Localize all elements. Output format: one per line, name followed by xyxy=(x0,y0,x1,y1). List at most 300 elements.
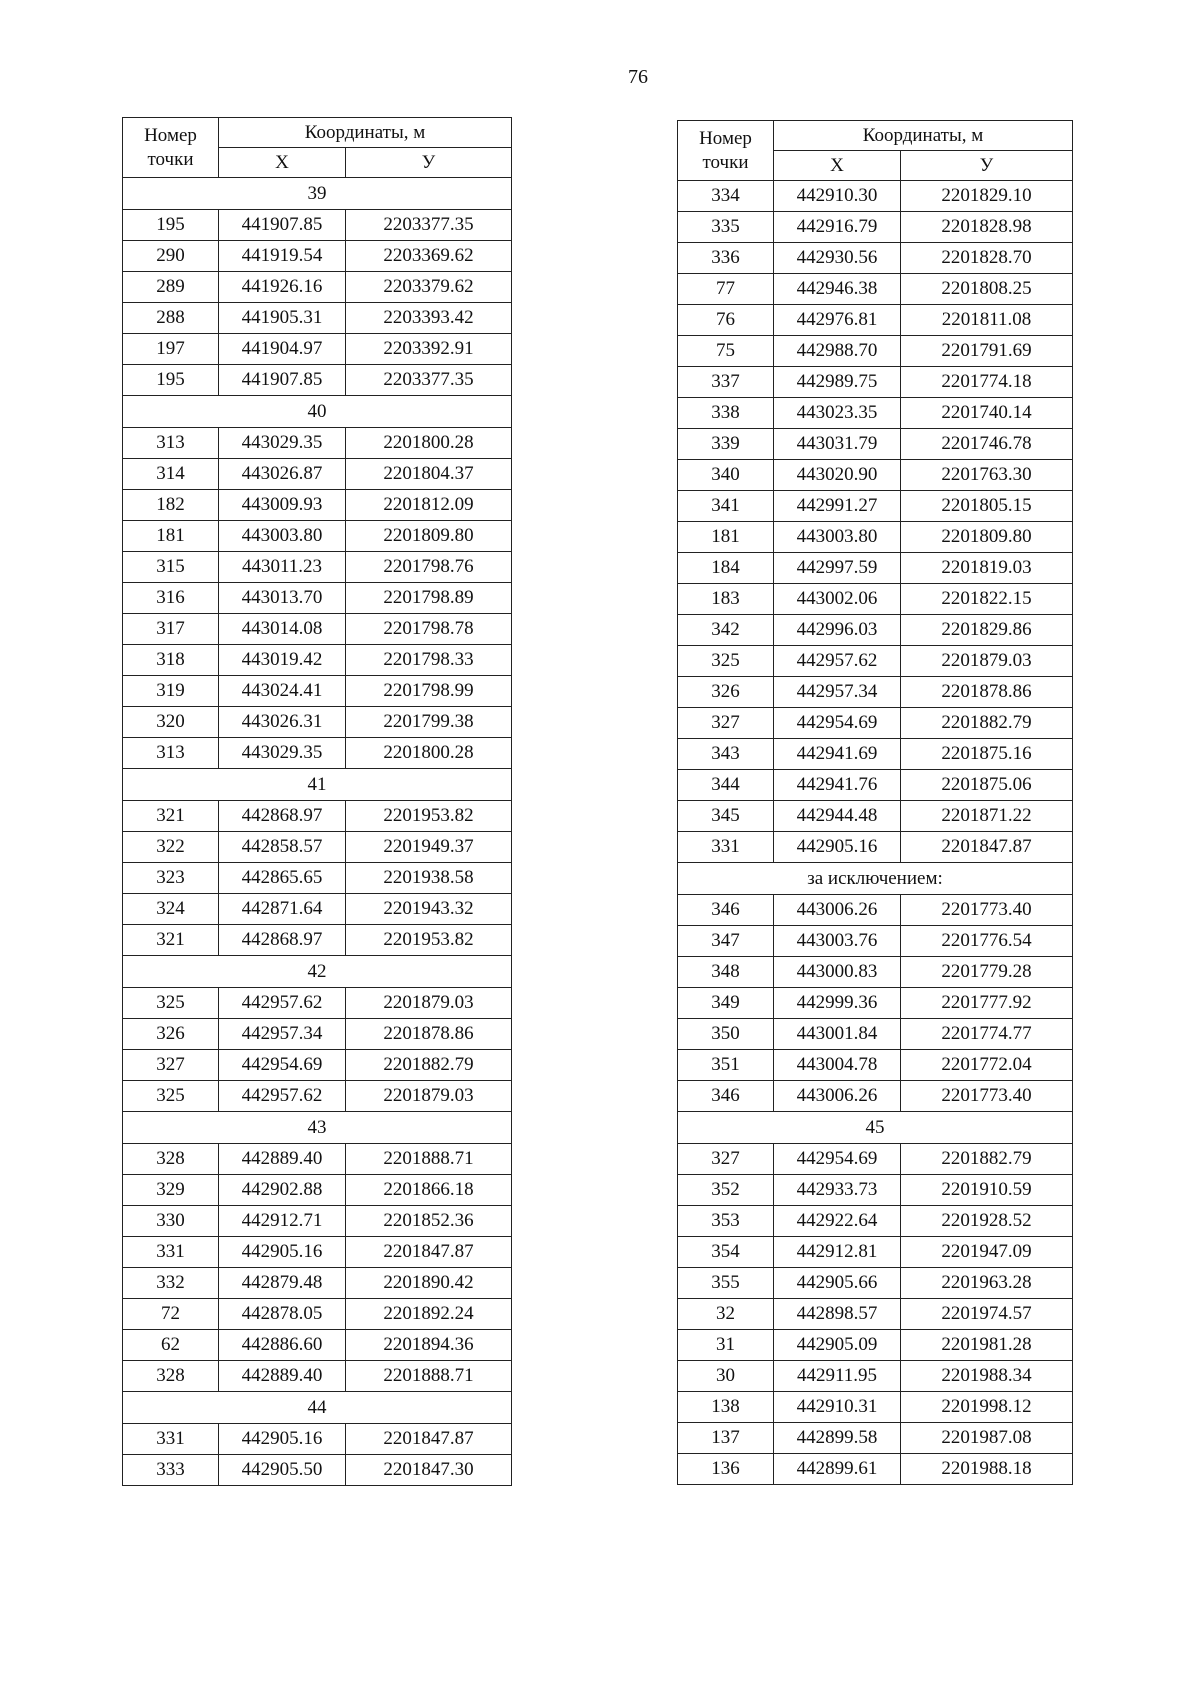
x-coordinate-cell: 443026.31 xyxy=(219,707,346,738)
point-number-cell: 324 xyxy=(123,894,219,925)
table-row xyxy=(123,676,512,707)
table-row xyxy=(678,1206,1073,1237)
point-number-cell: 316 xyxy=(123,583,219,614)
table-row xyxy=(678,274,1073,305)
x-coordinate-cell: 441904.97 xyxy=(219,334,346,365)
x-coordinate-cell: 443002.06 xyxy=(774,584,901,615)
y-coordinate-cell: 2201879.03 xyxy=(346,1081,512,1112)
table-row xyxy=(678,1175,1073,1206)
y-coordinate-cell: 2201871.22 xyxy=(901,801,1073,832)
point-number-cell: 137 xyxy=(678,1423,774,1454)
y-coordinate-cell: 2201890.42 xyxy=(346,1268,512,1299)
table-row xyxy=(678,1392,1073,1423)
x-coordinate-cell: 443029.35 xyxy=(219,738,346,769)
table-row xyxy=(678,1268,1073,1299)
section-label: 45 xyxy=(678,1112,1073,1144)
point-number-cell: 76 xyxy=(678,305,774,336)
table-row xyxy=(123,1237,512,1268)
x-coordinate-cell: 441919.54 xyxy=(219,241,346,272)
x-coordinate-cell: 442957.34 xyxy=(774,677,901,708)
y-coordinate-cell: 2201791.69 xyxy=(901,336,1073,367)
y-coordinate-cell: 2201879.03 xyxy=(901,646,1073,677)
x-coordinate-cell: 441905.31 xyxy=(219,303,346,334)
x-coordinate-cell: 443013.70 xyxy=(219,583,346,614)
point-number-cell: 327 xyxy=(123,1050,219,1081)
x-coordinate-cell: 442871.64 xyxy=(219,894,346,925)
table-row xyxy=(678,1299,1073,1330)
y-coordinate-cell: 2201798.33 xyxy=(346,645,512,676)
x-coordinate-cell: 442879.48 xyxy=(219,1268,346,1299)
y-coordinate-cell: 2201799.38 xyxy=(346,707,512,738)
point-number-cell: 318 xyxy=(123,645,219,676)
table-row xyxy=(123,1081,512,1112)
table-row xyxy=(123,583,512,614)
point-number-cell: 77 xyxy=(678,274,774,305)
x-coordinate-cell: 442905.50 xyxy=(219,1455,346,1486)
table-row xyxy=(123,334,512,365)
table-row xyxy=(123,521,512,552)
x-coordinate-cell: 443003.80 xyxy=(219,521,346,552)
y-coordinate-cell: 2201847.87 xyxy=(346,1424,512,1455)
table-row xyxy=(678,1423,1073,1454)
x-coordinate-cell: 442944.48 xyxy=(774,801,901,832)
y-coordinate-cell: 2201882.79 xyxy=(901,708,1073,739)
x-coordinate-cell: 443026.87 xyxy=(219,459,346,490)
y-coordinate-cell: 2201878.86 xyxy=(901,677,1073,708)
y-coordinate-cell: 2201938.58 xyxy=(346,863,512,894)
table-row xyxy=(123,210,512,241)
table-row xyxy=(678,1019,1073,1050)
point-number-cell: 333 xyxy=(123,1455,219,1486)
point-number-cell: 334 xyxy=(678,181,774,212)
y-coordinate-cell: 2201804.37 xyxy=(346,459,512,490)
y-coordinate-cell: 2203392.91 xyxy=(346,334,512,365)
x-coordinate-cell: 443003.76 xyxy=(774,926,901,957)
x-coordinate-cell: 442905.09 xyxy=(774,1330,901,1361)
x-coordinate-cell: 442899.61 xyxy=(774,1454,901,1485)
header-point-number: Номер точки xyxy=(678,121,774,181)
x-coordinate-cell: 442954.69 xyxy=(219,1050,346,1081)
table-row xyxy=(123,1019,512,1050)
point-number-cell: 352 xyxy=(678,1175,774,1206)
point-number-cell: 325 xyxy=(123,988,219,1019)
x-coordinate-cell: 443019.42 xyxy=(219,645,346,676)
point-number-cell: 182 xyxy=(123,490,219,521)
point-number-cell: 344 xyxy=(678,770,774,801)
x-coordinate-cell: 442957.62 xyxy=(219,988,346,1019)
y-coordinate-cell: 2201763.30 xyxy=(901,460,1073,491)
table-row xyxy=(123,1206,512,1237)
header-x: Х xyxy=(774,151,901,181)
x-coordinate-cell: 441926.16 xyxy=(219,272,346,303)
x-coordinate-cell: 442954.69 xyxy=(774,1144,901,1175)
y-coordinate-cell: 2201809.80 xyxy=(901,522,1073,553)
y-coordinate-cell: 2201943.32 xyxy=(346,894,512,925)
table-row xyxy=(678,1237,1073,1268)
x-coordinate-cell: 442957.34 xyxy=(219,1019,346,1050)
table-row xyxy=(678,181,1073,212)
y-coordinate-cell: 2201800.28 xyxy=(346,738,512,769)
point-number-cell: 319 xyxy=(123,676,219,707)
table-row xyxy=(123,1330,512,1361)
y-coordinate-cell: 2201878.86 xyxy=(346,1019,512,1050)
x-coordinate-cell: 442902.88 xyxy=(219,1175,346,1206)
page-number: 76 xyxy=(628,66,648,88)
point-number-cell: 195 xyxy=(123,365,219,396)
x-coordinate-cell: 443004.78 xyxy=(774,1050,901,1081)
table-row xyxy=(123,801,512,832)
x-coordinate-cell: 441907.85 xyxy=(219,365,346,396)
x-coordinate-cell: 442889.40 xyxy=(219,1361,346,1392)
point-number-cell: 138 xyxy=(678,1392,774,1423)
section-label: 42 xyxy=(123,956,512,988)
header-y: У xyxy=(901,151,1073,181)
point-number-cell: 348 xyxy=(678,957,774,988)
table-row xyxy=(123,241,512,272)
table-row xyxy=(123,1361,512,1392)
table-row xyxy=(123,988,512,1019)
point-number-cell: 337 xyxy=(678,367,774,398)
table-row xyxy=(123,552,512,583)
x-coordinate-cell: 442916.79 xyxy=(774,212,901,243)
table-row xyxy=(123,707,512,738)
table-row xyxy=(123,1268,512,1299)
point-number-cell: 335 xyxy=(678,212,774,243)
table-row xyxy=(678,801,1073,832)
table-row xyxy=(678,212,1073,243)
point-number-cell: 181 xyxy=(678,522,774,553)
x-coordinate-cell: 443011.23 xyxy=(219,552,346,583)
x-coordinate-cell: 442912.71 xyxy=(219,1206,346,1237)
point-number-cell: 323 xyxy=(123,863,219,894)
y-coordinate-cell: 2201947.09 xyxy=(901,1237,1073,1268)
y-coordinate-cell: 2201746.78 xyxy=(901,429,1073,460)
table-row xyxy=(123,1175,512,1206)
y-coordinate-cell: 2201882.79 xyxy=(901,1144,1073,1175)
point-number-cell: 332 xyxy=(123,1268,219,1299)
point-number-cell: 325 xyxy=(678,646,774,677)
point-number-cell: 350 xyxy=(678,1019,774,1050)
table-row xyxy=(123,365,512,396)
x-coordinate-cell: 443000.83 xyxy=(774,957,901,988)
y-coordinate-cell: 2203377.35 xyxy=(346,365,512,396)
x-coordinate-cell: 442889.40 xyxy=(219,1144,346,1175)
section-label: 39 xyxy=(123,178,512,210)
y-coordinate-cell: 2201953.82 xyxy=(346,925,512,956)
table-row xyxy=(678,429,1073,460)
point-number-cell: 327 xyxy=(678,708,774,739)
point-number-cell: 339 xyxy=(678,429,774,460)
point-number-cell: 313 xyxy=(123,428,219,459)
section-row xyxy=(123,769,512,801)
point-number-cell: 325 xyxy=(123,1081,219,1112)
x-coordinate-cell: 442941.69 xyxy=(774,739,901,770)
coordinates-table-left xyxy=(122,117,512,1486)
y-coordinate-cell: 2201987.08 xyxy=(901,1423,1073,1454)
table-row xyxy=(123,832,512,863)
table-row xyxy=(678,615,1073,646)
y-coordinate-cell: 2201866.18 xyxy=(346,1175,512,1206)
point-number-cell: 342 xyxy=(678,615,774,646)
x-coordinate-cell: 442991.27 xyxy=(774,491,901,522)
y-coordinate-cell: 2201798.99 xyxy=(346,676,512,707)
y-coordinate-cell: 2201776.54 xyxy=(901,926,1073,957)
x-coordinate-cell: 443006.26 xyxy=(774,1081,901,1112)
x-coordinate-cell: 443009.93 xyxy=(219,490,346,521)
table-row xyxy=(123,272,512,303)
point-number-cell: 338 xyxy=(678,398,774,429)
x-coordinate-cell: 442898.57 xyxy=(774,1299,901,1330)
table-row xyxy=(678,336,1073,367)
table-row xyxy=(678,1050,1073,1081)
x-coordinate-cell: 442988.70 xyxy=(774,336,901,367)
section-row xyxy=(123,178,512,210)
x-coordinate-cell: 442910.31 xyxy=(774,1392,901,1423)
table-row xyxy=(678,1361,1073,1392)
y-coordinate-cell: 2203377.35 xyxy=(346,210,512,241)
y-coordinate-cell: 2201888.71 xyxy=(346,1144,512,1175)
y-coordinate-cell: 2201963.28 xyxy=(901,1268,1073,1299)
table-row xyxy=(678,1144,1073,1175)
point-number-cell: 343 xyxy=(678,739,774,770)
y-coordinate-cell: 2201812.09 xyxy=(346,490,512,521)
point-number-cell: 346 xyxy=(678,1081,774,1112)
point-number-cell: 322 xyxy=(123,832,219,863)
point-number-cell: 30 xyxy=(678,1361,774,1392)
point-number-cell: 341 xyxy=(678,491,774,522)
point-number-cell: 184 xyxy=(678,553,774,584)
table-row xyxy=(678,677,1073,708)
point-number-cell: 62 xyxy=(123,1330,219,1361)
table-row xyxy=(123,1455,512,1486)
x-coordinate-cell: 442996.03 xyxy=(774,615,901,646)
y-coordinate-cell: 2201879.03 xyxy=(346,988,512,1019)
point-number-cell: 347 xyxy=(678,926,774,957)
table-row xyxy=(678,1081,1073,1112)
point-number-cell: 197 xyxy=(123,334,219,365)
x-coordinate-cell: 442910.30 xyxy=(774,181,901,212)
point-number-cell: 346 xyxy=(678,895,774,926)
x-coordinate-cell: 442933.73 xyxy=(774,1175,901,1206)
table-row xyxy=(123,863,512,894)
y-coordinate-cell: 2201988.34 xyxy=(901,1361,1073,1392)
table-row xyxy=(123,1424,512,1455)
x-coordinate-cell: 442868.97 xyxy=(219,925,346,956)
y-coordinate-cell: 2201828.98 xyxy=(901,212,1073,243)
y-coordinate-cell: 2201798.89 xyxy=(346,583,512,614)
x-coordinate-cell: 442976.81 xyxy=(774,305,901,336)
y-coordinate-cell: 2201828.70 xyxy=(901,243,1073,274)
y-coordinate-cell: 2201822.15 xyxy=(901,584,1073,615)
point-number-cell: 327 xyxy=(678,1144,774,1175)
x-coordinate-cell: 442912.81 xyxy=(774,1237,901,1268)
y-coordinate-cell: 2201773.40 xyxy=(901,895,1073,926)
point-number-cell: 328 xyxy=(123,1144,219,1175)
y-coordinate-cell: 2203369.62 xyxy=(346,241,512,272)
y-coordinate-cell: 2201774.18 xyxy=(901,367,1073,398)
point-number-cell: 328 xyxy=(123,1361,219,1392)
x-coordinate-cell: 442946.38 xyxy=(774,274,901,305)
x-coordinate-cell: 442905.16 xyxy=(219,1424,346,1455)
table-row xyxy=(678,584,1073,615)
y-coordinate-cell: 2201875.16 xyxy=(901,739,1073,770)
table-row xyxy=(123,614,512,645)
point-number-cell: 326 xyxy=(678,677,774,708)
section-row xyxy=(678,1112,1073,1144)
x-coordinate-cell: 443031.79 xyxy=(774,429,901,460)
x-coordinate-cell: 442999.36 xyxy=(774,988,901,1019)
x-coordinate-cell: 442997.59 xyxy=(774,553,901,584)
point-number-cell: 326 xyxy=(123,1019,219,1050)
y-coordinate-cell: 2203379.62 xyxy=(346,272,512,303)
table-row xyxy=(123,459,512,490)
x-coordinate-cell: 442899.58 xyxy=(774,1423,901,1454)
table-row xyxy=(678,988,1073,1019)
table-row xyxy=(123,925,512,956)
point-number-cell: 321 xyxy=(123,925,219,956)
section-row xyxy=(123,1112,512,1144)
y-coordinate-cell: 2201894.36 xyxy=(346,1330,512,1361)
table-row xyxy=(678,522,1073,553)
table-row xyxy=(678,1454,1073,1485)
section-label: 44 xyxy=(123,1392,512,1424)
point-number-cell: 331 xyxy=(123,1424,219,1455)
point-number-cell: 313 xyxy=(123,738,219,769)
x-coordinate-cell: 443003.80 xyxy=(774,522,901,553)
y-coordinate-cell: 2201847.87 xyxy=(346,1237,512,1268)
y-coordinate-cell: 2201928.52 xyxy=(901,1206,1073,1237)
section-row xyxy=(123,1392,512,1424)
y-coordinate-cell: 2201847.87 xyxy=(901,832,1073,863)
table-row xyxy=(678,460,1073,491)
x-coordinate-cell: 442941.76 xyxy=(774,770,901,801)
x-coordinate-cell: 442989.75 xyxy=(774,367,901,398)
table-body xyxy=(678,181,1073,1485)
point-number-cell: 340 xyxy=(678,460,774,491)
y-coordinate-cell: 2201974.57 xyxy=(901,1299,1073,1330)
y-coordinate-cell: 2201819.03 xyxy=(901,553,1073,584)
point-number-cell: 72 xyxy=(123,1299,219,1330)
point-number-cell: 315 xyxy=(123,552,219,583)
table-row xyxy=(123,1144,512,1175)
table-row xyxy=(678,708,1073,739)
point-number-cell: 349 xyxy=(678,988,774,1019)
y-coordinate-cell: 2201852.36 xyxy=(346,1206,512,1237)
point-number-cell: 314 xyxy=(123,459,219,490)
point-number-cell: 345 xyxy=(678,801,774,832)
point-number-cell: 331 xyxy=(678,832,774,863)
y-coordinate-cell: 2201798.78 xyxy=(346,614,512,645)
x-coordinate-cell: 442886.60 xyxy=(219,1330,346,1361)
table-row xyxy=(123,645,512,676)
x-coordinate-cell: 442930.56 xyxy=(774,243,901,274)
x-coordinate-cell: 442957.62 xyxy=(219,1081,346,1112)
header-x: Х xyxy=(219,148,346,178)
point-number-cell: 321 xyxy=(123,801,219,832)
x-coordinate-cell: 443020.90 xyxy=(774,460,901,491)
y-coordinate-cell: 2201779.28 xyxy=(901,957,1073,988)
x-coordinate-cell: 443001.84 xyxy=(774,1019,901,1050)
y-coordinate-cell: 2201772.04 xyxy=(901,1050,1073,1081)
point-number-cell: 336 xyxy=(678,243,774,274)
table-row xyxy=(678,739,1073,770)
point-number-cell: 32 xyxy=(678,1299,774,1330)
point-number-cell: 288 xyxy=(123,303,219,334)
x-coordinate-cell: 443024.41 xyxy=(219,676,346,707)
header-coordinates: Координаты, м xyxy=(774,121,1073,151)
table-row xyxy=(123,894,512,925)
y-coordinate-cell: 2201888.71 xyxy=(346,1361,512,1392)
point-number-cell: 289 xyxy=(123,272,219,303)
header-coordinates: Координаты, м xyxy=(219,118,512,148)
header-y: У xyxy=(346,148,512,178)
table-row xyxy=(123,738,512,769)
table-row xyxy=(678,553,1073,584)
y-coordinate-cell: 2201988.18 xyxy=(901,1454,1073,1485)
y-coordinate-cell: 2201875.06 xyxy=(901,770,1073,801)
section-label: за исключением: xyxy=(678,863,1073,895)
header-point-number: Номер точки xyxy=(123,118,219,178)
y-coordinate-cell: 2201981.28 xyxy=(901,1330,1073,1361)
table-row xyxy=(123,303,512,334)
y-coordinate-cell: 2201777.92 xyxy=(901,988,1073,1019)
table-row xyxy=(678,832,1073,863)
x-coordinate-cell: 442865.65 xyxy=(219,863,346,894)
point-number-cell: 320 xyxy=(123,707,219,738)
table-row xyxy=(678,398,1073,429)
point-number-cell: 330 xyxy=(123,1206,219,1237)
x-coordinate-cell: 442911.95 xyxy=(774,1361,901,1392)
table-row xyxy=(678,957,1073,988)
table-row xyxy=(123,490,512,521)
point-number-cell: 31 xyxy=(678,1330,774,1361)
table-row xyxy=(678,895,1073,926)
x-coordinate-cell: 442954.69 xyxy=(774,708,901,739)
point-number-cell: 331 xyxy=(123,1237,219,1268)
table-row xyxy=(678,367,1073,398)
point-number-cell: 290 xyxy=(123,241,219,272)
y-coordinate-cell: 2201949.37 xyxy=(346,832,512,863)
x-coordinate-cell: 442922.64 xyxy=(774,1206,901,1237)
point-number-cell: 351 xyxy=(678,1050,774,1081)
y-coordinate-cell: 2201808.25 xyxy=(901,274,1073,305)
point-number-cell: 355 xyxy=(678,1268,774,1299)
x-coordinate-cell: 442868.97 xyxy=(219,801,346,832)
y-coordinate-cell: 2201953.82 xyxy=(346,801,512,832)
x-coordinate-cell: 442878.05 xyxy=(219,1299,346,1330)
point-number-cell: 329 xyxy=(123,1175,219,1206)
y-coordinate-cell: 2201829.10 xyxy=(901,181,1073,212)
x-coordinate-cell: 443014.08 xyxy=(219,614,346,645)
x-coordinate-cell: 443006.26 xyxy=(774,895,901,926)
section-label: 43 xyxy=(123,1112,512,1144)
y-coordinate-cell: 2201998.12 xyxy=(901,1392,1073,1423)
table-row xyxy=(678,243,1073,274)
point-number-cell: 195 xyxy=(123,210,219,241)
table-row xyxy=(678,770,1073,801)
y-coordinate-cell: 2201809.80 xyxy=(346,521,512,552)
y-coordinate-cell: 2201740.14 xyxy=(901,398,1073,429)
section-label: 40 xyxy=(123,396,512,428)
table-row xyxy=(678,926,1073,957)
x-coordinate-cell: 442957.62 xyxy=(774,646,901,677)
section-row xyxy=(123,956,512,988)
section-label: 41 xyxy=(123,769,512,801)
x-coordinate-cell: 443029.35 xyxy=(219,428,346,459)
y-coordinate-cell: 2201800.28 xyxy=(346,428,512,459)
table-body xyxy=(123,178,512,1486)
table-row xyxy=(678,305,1073,336)
